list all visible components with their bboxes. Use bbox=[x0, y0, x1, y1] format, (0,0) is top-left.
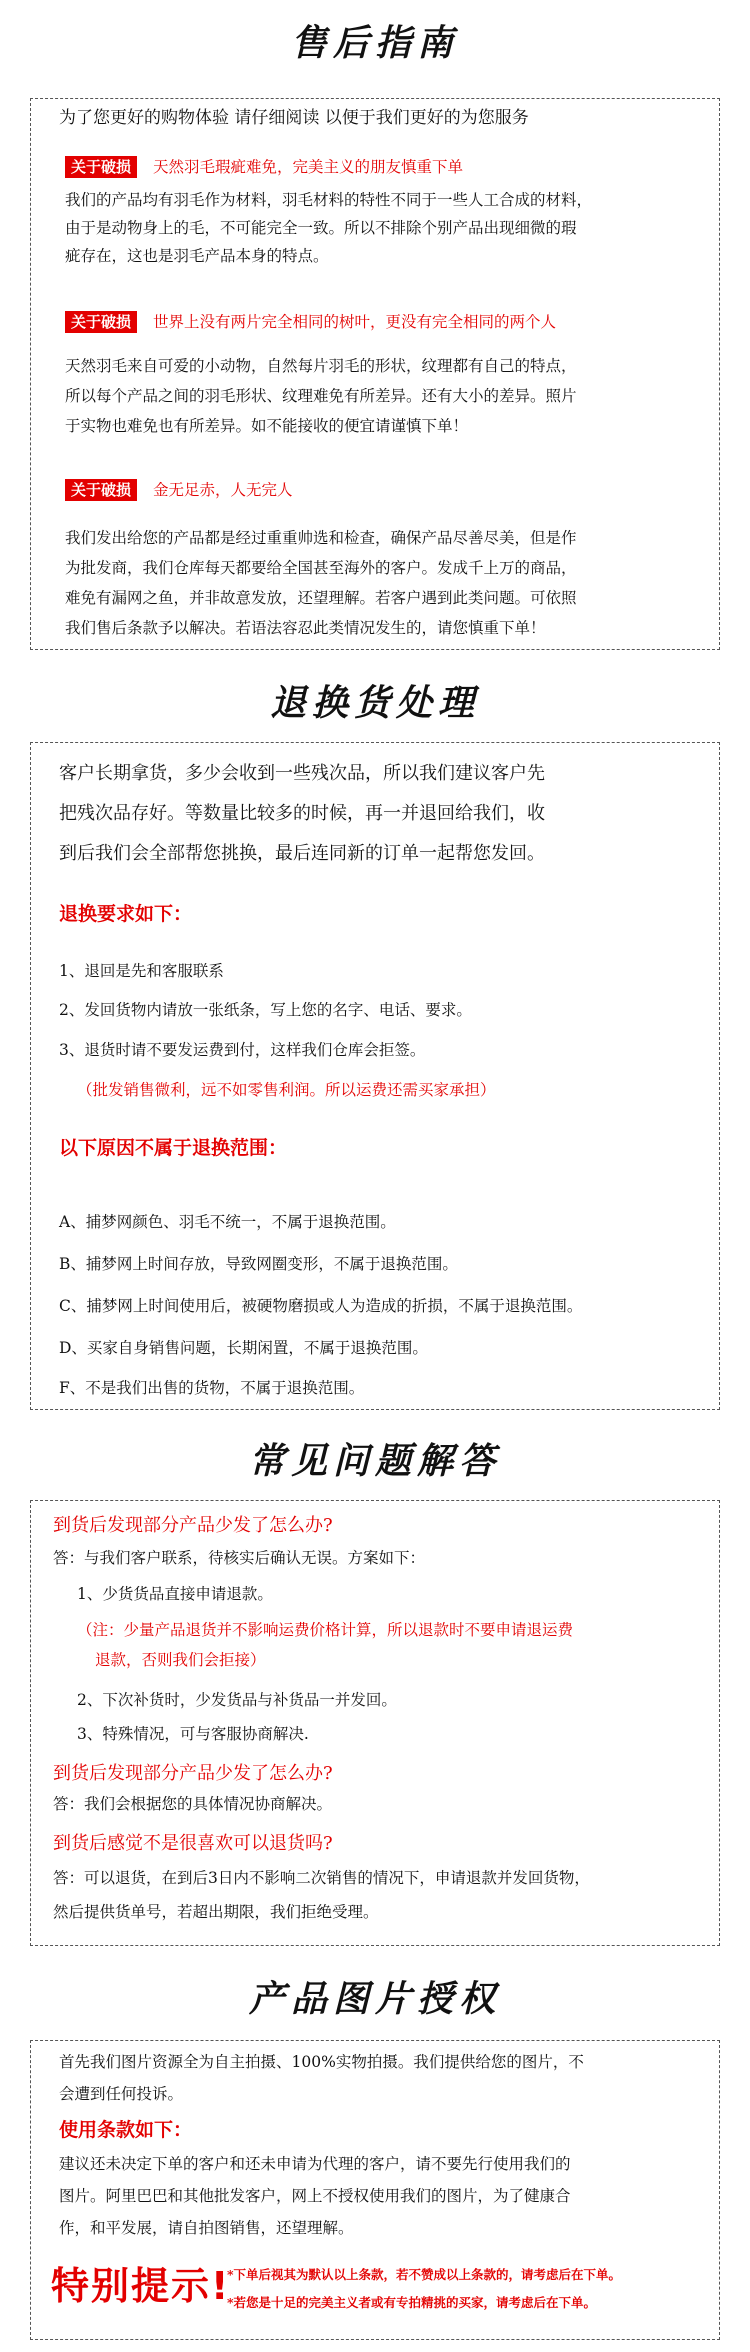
damage-para-2-line-2: 所以每个产品之间的羽毛形状、纹理难免有所差异。还有大小的差异。照片 bbox=[65, 387, 577, 405]
damage-tag-3: 关于破损 bbox=[65, 479, 137, 501]
special-note-2: *若您是十足的完美主义者或有专拍精挑的买家，请考虑后在下单。 bbox=[227, 2295, 597, 2310]
damage-para-2-line-3: 于实物也难免也有所差异。如不能接收的便宜请谨慎下单！ bbox=[65, 417, 469, 435]
exclusion-c: C、捕梦网上时间使用后，被硬物磨损或人为造成的折损，不属于退换范围。 bbox=[59, 1297, 583, 1315]
damage-para-1-line-3: 疵存在，这也是羽毛产品本身的特点。 bbox=[65, 247, 329, 265]
requirement-note: （批发销售微利，远不如零售利润。所以运费还需买家承担） bbox=[77, 1081, 496, 1099]
requirement-2: 2、发回货物内请放一张纸条，写上您的名字、电话、要求。 bbox=[59, 1001, 472, 1019]
damage-para-3-line-4: 我们售后条款予以解决。若语法容忍此类情况发生的，请您慎重下单！ bbox=[65, 619, 546, 637]
after-sales-box bbox=[30, 98, 720, 650]
faq-answer-1-note-line-2: 退款，否则我们会拒接） bbox=[95, 1651, 266, 1669]
image-license-box bbox=[30, 2040, 720, 2340]
faq-answer-1-option-3: 3、特殊情况，可与客服协商解决. bbox=[77, 1725, 309, 1743]
returns-intro-line-2: 把残次品存好。等数量比较多的时候，再一并退回给我们，收 bbox=[59, 803, 545, 824]
title-image-license: 产品图片授权 bbox=[248, 1979, 501, 2020]
faq-answer-1-option-2: 2、下次补货时，少发货品与补货品一并发回。 bbox=[77, 1691, 397, 1709]
terms-line-2: 图片。阿里巴巴和其他批发客户，网上不授权使用我们的图片，为了健康合 bbox=[59, 2187, 571, 2205]
license-intro-line-1: 首先我们图片资源全为自主拍摄、100%实物拍摄。我们提供给您的图片，不 bbox=[59, 2053, 584, 2071]
exclusion-a: A、捕梦网颜色、羽毛不统一，不属于退换范围。 bbox=[59, 1213, 396, 1231]
damage-para-3-line-2: 为批发商，我们仓库每天都要给全国甚至海外的客户。发成千上万的商品， bbox=[65, 559, 577, 577]
returns-intro-line-1: 客户长期拿货，多少会收到一些残次品，所以我们建议客户先 bbox=[59, 763, 545, 784]
special-notice: 特别提示! bbox=[51, 2264, 231, 2308]
faq-question-2: 到货后发现部分产品少发了怎么办? bbox=[53, 1763, 333, 1784]
damage-tag-1: 关于破损 bbox=[65, 156, 137, 178]
exclusions-title: 以下原因不属于退换范围： bbox=[59, 1137, 288, 1159]
damage-heading-2: 世界上没有两片完全相同的树叶，更没有完全相同的两个人 bbox=[153, 313, 557, 331]
faq-answer-1-note-line-1: （注：少量产品退货并不影响运费价格计算，所以退款时不要申请退运费 bbox=[77, 1621, 574, 1639]
returns-requirements-title: 退换要求如下： bbox=[59, 903, 193, 925]
damage-tag-2: 关于破损 bbox=[65, 311, 137, 333]
license-intro-line-2: 会遭到任何投诉。 bbox=[59, 2085, 184, 2103]
exclusion-d: D、买家自身销售问题，长期闲置，不属于退换范围。 bbox=[59, 1339, 428, 1357]
damage-para-3-line-3: 难免有漏网之鱼，并非故意发放，还望理解。若客户遇到此类问题。可依照 bbox=[65, 589, 577, 607]
damage-para-2-line-1: 天然羽毛来自可爱的小动物，自然每片羽毛的形状，纹理都有自己的特点， bbox=[65, 357, 577, 375]
title-faq: 常见问题解答 bbox=[248, 1441, 501, 1482]
returns-box bbox=[30, 742, 720, 1410]
faq-question-3: 到货后感觉不是很喜欢可以退货吗? bbox=[53, 1833, 333, 1854]
faq-answer-1-option-1: 1、少货货品直接申请退款。 bbox=[77, 1585, 273, 1603]
faq-question-1: 到货后发现部分产品少发了怎么办? bbox=[53, 1515, 333, 1536]
damage-heading-3: 金无足赤，人无完人 bbox=[153, 481, 293, 499]
damage-para-1-line-2: 由于是动物身上的毛，不可能完全一致。所以不排除个别产品出现细微的瑕 bbox=[65, 219, 577, 237]
faq-answer-3-line-2: 然后提供货单号，若超出期限，我们拒绝受理。 bbox=[53, 1903, 379, 1921]
damage-heading-1: 天然羽毛瑕疵难免，完美主义的朋友慎重下单 bbox=[153, 158, 464, 176]
terms-title: 使用条款如下： bbox=[59, 2119, 193, 2141]
faq-answer-3-line-1: 答：可以退货，在到后3日内不影响二次销售的情况下，申请退款并发回货物， bbox=[53, 1869, 590, 1887]
requirement-1: 1、退回是先和客服联系 bbox=[59, 962, 224, 980]
faq-box bbox=[30, 1500, 720, 1946]
exclusion-b: B、捕梦网上时间存放，导致网圈变形，不属于退换范围。 bbox=[59, 1255, 458, 1273]
special-note-1: *下单后视其为默认以上条款，若不赞成以上条款的，请考虑后在下单。 bbox=[227, 2267, 622, 2282]
faq-answer-2: 答：我们会根据您的具体情况协商解决。 bbox=[53, 1795, 333, 1813]
damage-para-1-line-1: 我们的产品均有羽毛作为材料，羽毛材料的特性不同于一些人工合成的材料， bbox=[65, 191, 593, 209]
exclusion-f: F、不是我们出售的货物，不属于退换范围。 bbox=[59, 1379, 365, 1397]
title-after-sales: 售后指南 bbox=[290, 23, 459, 64]
returns-intro-line-3: 到后我们会全部帮您挑换，最后连同新的订单一起帮您发回。 bbox=[59, 843, 545, 864]
terms-line-3: 作，和平发展，请自拍图销售，还望理解。 bbox=[59, 2219, 354, 2237]
title-returns: 退换货处理 bbox=[269, 683, 480, 724]
requirement-3: 3、退货时请不要发运费到付，这样我们仓库会拒签。 bbox=[59, 1041, 426, 1059]
damage-para-3-line-1: 我们发出给您的产品都是经过重重帅选和检查，确保产品尽善尽美，但是作 bbox=[65, 529, 577, 547]
faq-answer-1: 答：与我们客户联系，待核实后确认无误。方案如下： bbox=[53, 1549, 426, 1567]
intro-text: 为了您更好的购物体验 请仔细阅读 以便于我们更好的为您服务 bbox=[59, 108, 529, 128]
terms-line-1: 建议还未决定下单的客户和还未申请为代理的客户，请不要先行使用我们的 bbox=[59, 2155, 571, 2173]
